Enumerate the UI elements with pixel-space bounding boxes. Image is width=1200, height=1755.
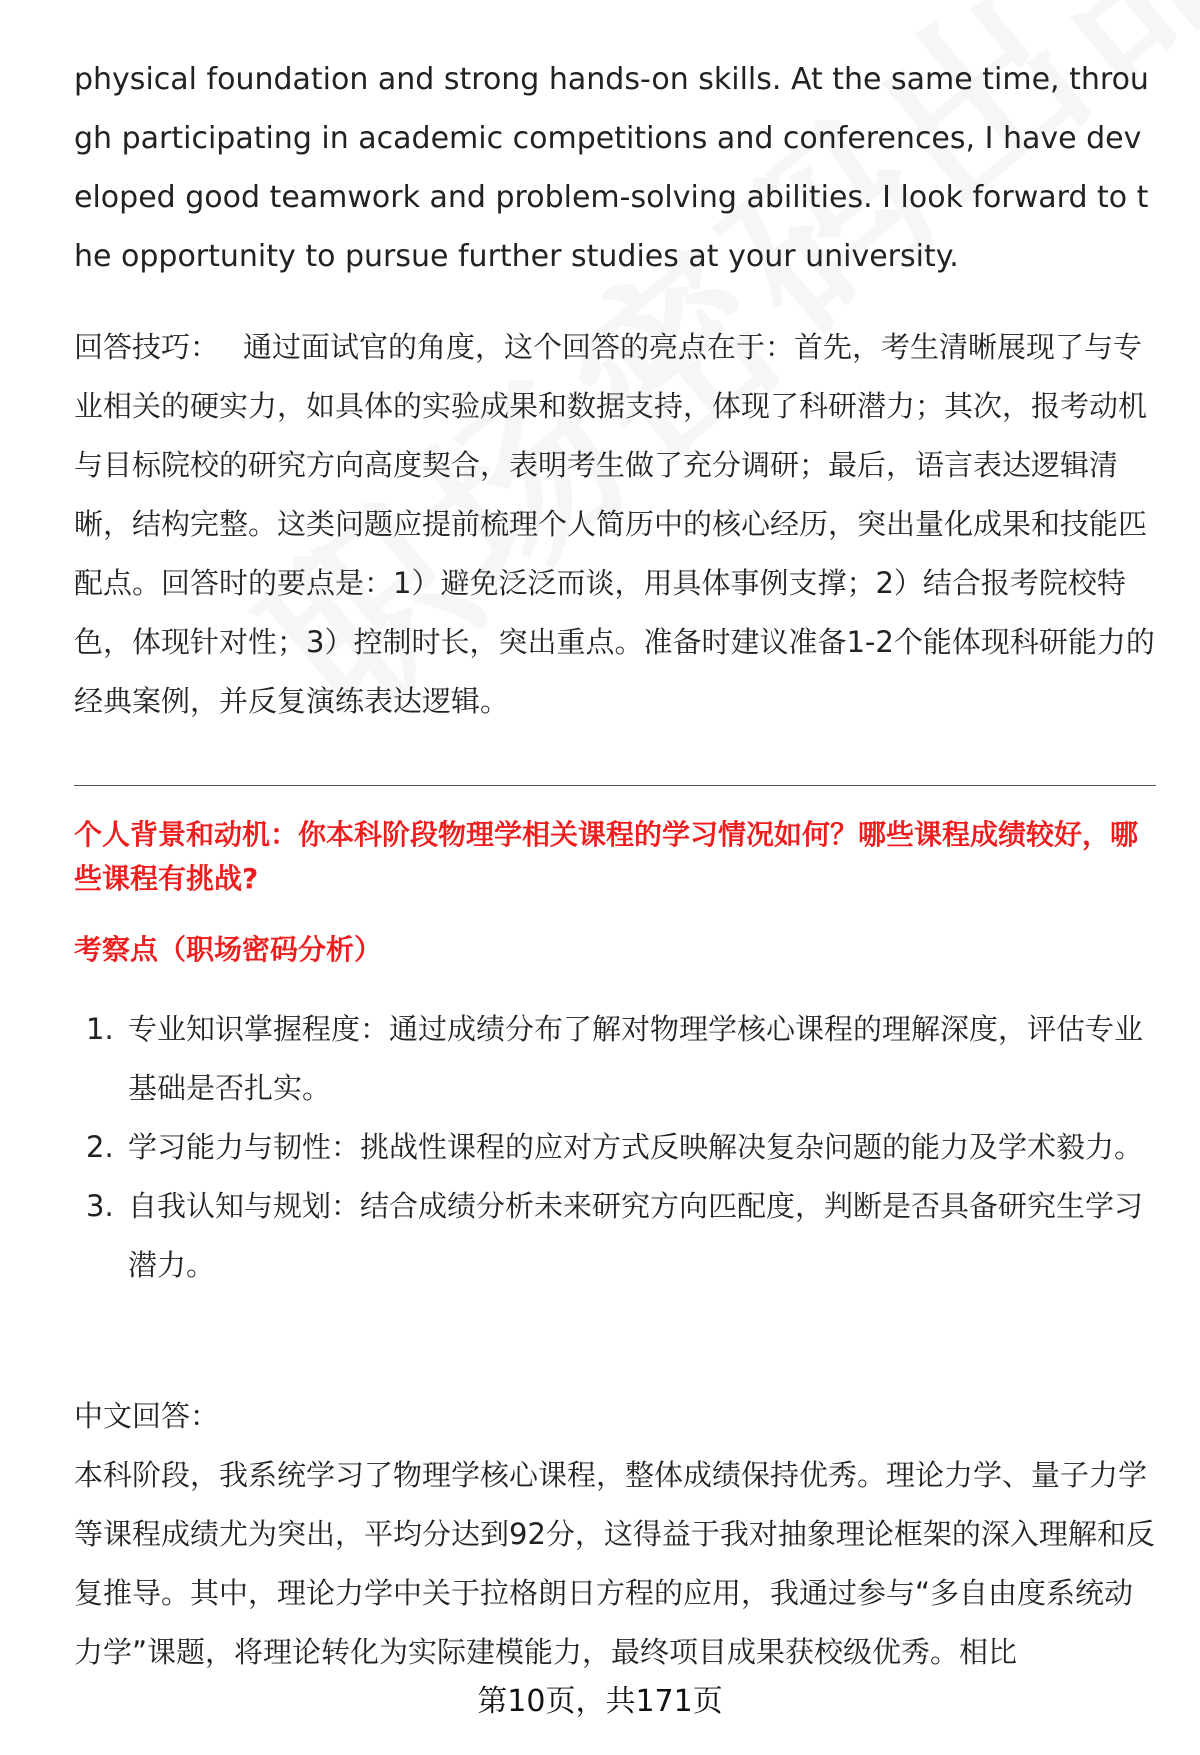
chinese-answer-label: 中文回答： (74, 1399, 220, 1433)
list-item-number: 1. (86, 1012, 114, 1046)
answer-tips (74, 318, 1156, 731)
focus-points-list (74, 1000, 1156, 1295)
list-item (74, 1118, 1156, 1177)
page-number-footer: 第10页，共171页 (477, 1684, 723, 1719)
focus-points-heading: 考察点（职场密码分析） (74, 933, 383, 966)
answer-tips-label: 回答技巧： (74, 330, 220, 364)
english-paragraph: physical foundation and strong hands-on skills. At the same time, through participating in academic competitions and conferences, I have developed good teamwork and problem-solving abilities. I look forward to the opportunity to pursue further studies at your university. (74, 62, 1149, 274)
list-item-number: 2. (86, 1130, 114, 1164)
answer-tips-text: 通过面试官的角度，这个回答的亮点在于：首先，考生清晰展现了与专业相关的硬实力，如具体的实验成果和数据支持，体现了科研潜力；其次，报考动机与目标院校的研究方向高度契合，表明考生做了充分调研；最后，语言表达逻辑清晰，结构完整。这类问题应提前梳理个人简历中的核心经历，突出量化成果和技能匹配点。回答时的要点是：1）避免泛泛而谈，用具体事例支撑；2）结合报考院校特色，体现针对性；3）控制时长，突出重点。准备时建议准备1-2个能体现科研能力的经典案例，并反复演练表达逻辑。 (74, 330, 1155, 718)
list-item (74, 1000, 1156, 1118)
chinese-answer-text: 本科阶段，我系统学习了物理学核心课程，整体成绩保持优秀。理论力学、量子力学等课程成绩尤为突出，平均分达到92分，这得益于我对抽象理论框架的深入理解和反复推导。其中，理论力学中关于拉格朗日方程的应用，我通过参与“多自由度系统动力学”课题，将理论转化为实际建模能力，最终项目成果获校级优秀。相比 (74, 1458, 1155, 1669)
question-heading: 个人背景和动机：你本科阶段物理学相关课程的学习情况如何？哪些课程成绩较好，哪些课程有挑战? (74, 818, 1139, 895)
list-item-text: 专业知识掌握程度：通过成绩分布了解对物理学核心课程的理解深度，评估专业基础是否扎实。 (128, 1012, 1144, 1105)
list-item (74, 1177, 1156, 1295)
list-item-text: 自我认知与规划：结合成绩分析未来研究方向匹配度，判断是否具备研究生学习潜力。 (128, 1189, 1144, 1282)
section-divider (74, 785, 1156, 786)
list-item-text: 学习能力与韧性：挑战性课程的应对方式反映解决复杂问题的能力及学术毅力。 (128, 1130, 1144, 1164)
list-item-number: 3. (86, 1189, 114, 1223)
